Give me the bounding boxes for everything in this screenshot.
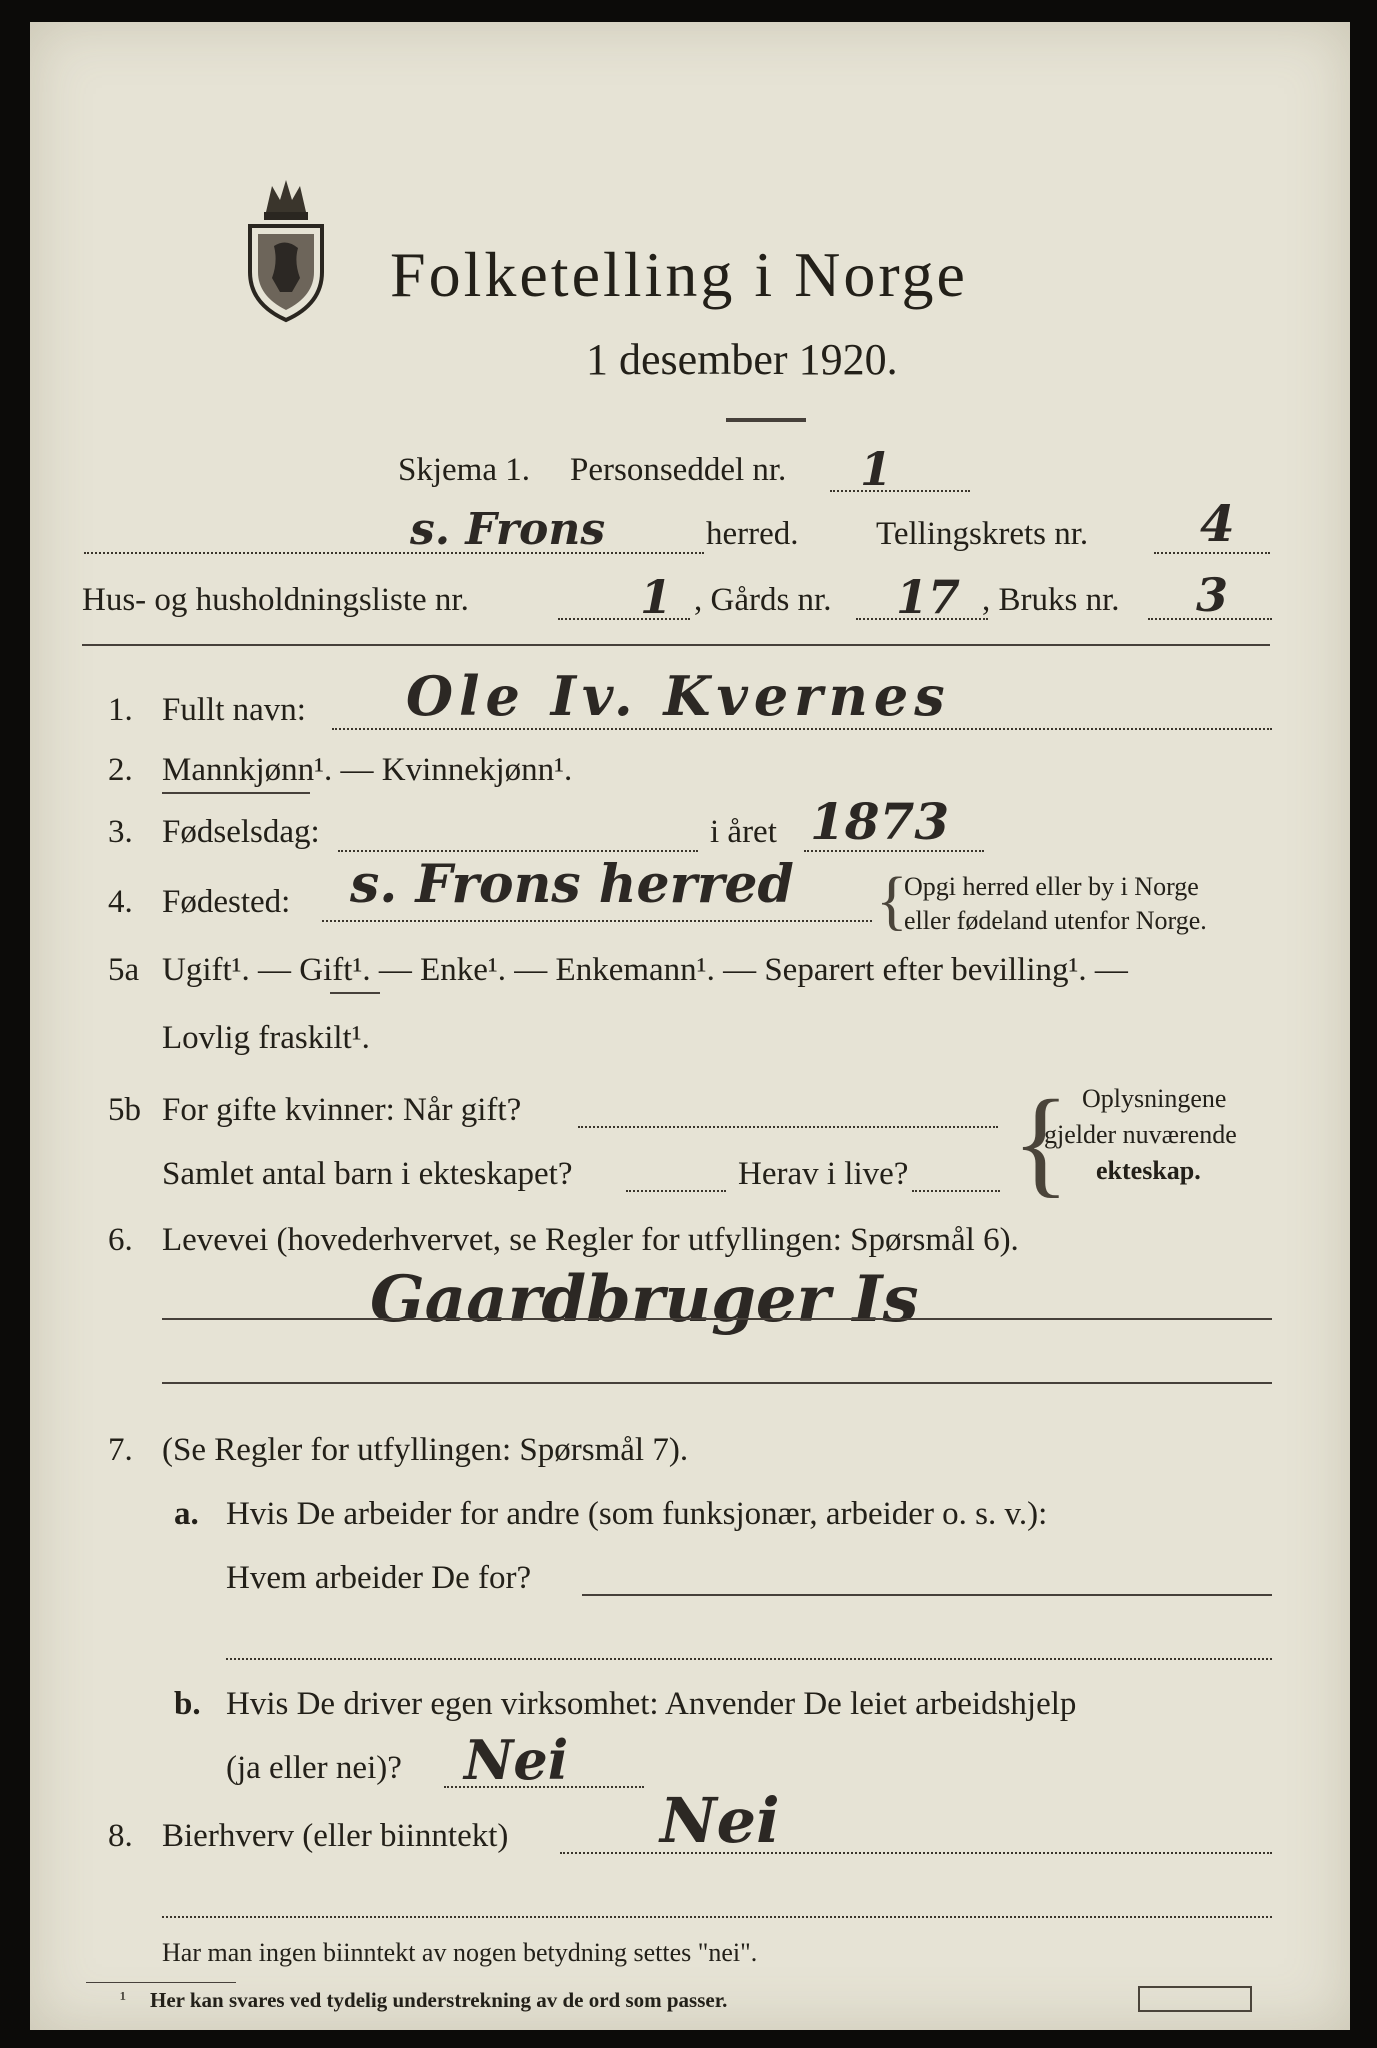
tellingskrets-value[interactable]: 4 [1200,494,1235,553]
q7b-label: Hvis De driver egen virksomhet: Anvender De leiet arbeidshjelp [226,1686,1077,1722]
q4-brace: { [876,864,908,937]
herred-label: herred. [706,516,799,552]
q5b-label: For gifte kvinner: Når gift? [162,1092,522,1128]
q6-value[interactable]: Gaardbruger Is [370,1262,919,1337]
q5b-label-2: Samlet antal barn i ekteskapet? [162,1156,573,1192]
personseddel-line [830,490,970,492]
q4-number: 4. [108,884,133,920]
q8-number: 8. [108,1818,133,1854]
coat-of-arms-icon [236,174,336,324]
q1-number: 1. [108,692,133,728]
q6-line-2 [162,1382,1272,1384]
section-divider [82,644,1270,646]
census-form [30,22,1350,2030]
q5b-brace: { [1012,1075,1070,1208]
q5b-note-1: Oplysningene [1082,1084,1227,1113]
q5b-children-line [626,1190,726,1192]
q5b-note-2: gjelder nuværende [1044,1120,1237,1149]
q4-note-1: Opgi herred eller by i Norge [904,872,1199,901]
q3-year-value[interactable]: 1873 [810,792,950,851]
q7b-letter: b. [174,1686,201,1722]
q6-number: 6. [108,1222,133,1258]
personseddel-label: Personseddel nr. [570,452,787,488]
q6-line-1 [162,1318,1272,1320]
q1-line [332,728,1272,730]
q2-number: 2. [108,752,133,788]
q2-underline-mark [162,792,310,794]
q5a-label: Ugift¹. — Gift¹. — Enke¹. — Enkemann¹. — Separert efter bevilling¹. — [162,952,1128,988]
q3-line [338,850,698,852]
q5b-label-3: Herav i live? [738,1156,909,1192]
tellingskrets-label: Tellingskrets nr. [876,516,1089,552]
q7a-line-2 [226,1658,1272,1660]
q4-line [322,920,872,922]
gards-label: , Gårds nr. [694,582,832,618]
q7b-value[interactable]: Nei [464,1728,569,1792]
bruks-label: , Bruks nr. [982,582,1120,618]
q7-label: (Se Regler for utfyllingen: Spørsmål 7). [162,1432,689,1468]
q5a-label-2: Lovlig fraskilt¹. [162,1020,370,1056]
q3-number: 3. [108,814,133,850]
q3-label: Fødselsdag: [162,814,320,850]
form-title: Folketelling i Norge [390,239,968,310]
gards-value[interactable]: 17 [896,570,961,624]
q8-label: Bierhverv (eller biinntekt) [162,1818,509,1854]
q7a-line-1 [582,1594,1272,1596]
q5a-underline-mark [330,992,380,994]
printer-stamp [1138,1986,1252,2012]
q7a-label-2: Hvem arbeider De for? [226,1560,532,1596]
q5b-alive-line [912,1190,1000,1192]
q3-year-label: i året [710,814,777,850]
q1-value[interactable]: Ole Iv. Kvernes [406,664,951,728]
herred-value[interactable]: s. Frons [410,504,606,555]
q2-label: Mannkjønn¹. — Kvinnekjønn¹. [162,752,573,788]
q6-label: Levevei (hovederhvervet, se Regler for utfyllingen: Spørsmål 6). [162,1222,1019,1258]
q5b-number: 5b [108,1092,141,1128]
q8-line-2 [162,1916,1272,1918]
q4-value[interactable]: s. Frons herred [350,854,794,915]
hus-value[interactable]: 1 [640,570,673,624]
q5b-when-line [578,1126,998,1128]
q5a-number: 5a [108,952,140,988]
q7b-label-2: (ja eller nei)? [226,1750,402,1786]
footnote-marker: ¹ [120,1988,126,2010]
herred-line [84,552,704,554]
footnote-divider [86,1982,236,1983]
q7a-label: Hvis De arbeider for andre (som funksjonær, arbeider o. s. v.): [226,1496,1048,1532]
q8-value[interactable]: Nei [660,1784,780,1857]
q5b-note-3: ekteskap. [1096,1156,1201,1185]
skjema-label: Skjema 1. [398,452,530,488]
census-date: 1 desember 1920. [586,335,898,384]
q1-label: Fullt navn: [162,692,306,728]
q8-note: Har man ingen biinntekt av nogen betydning settes "nei". [162,1938,758,1967]
q4-note-2: eller fødeland utenfor Norge. [904,906,1207,935]
q7a-letter: a. [174,1496,199,1532]
q7-number: 7. [108,1432,133,1468]
personseddel-value[interactable]: 1 [860,442,893,496]
q4-label: Fødested: [162,884,291,920]
hus-label: Hus- og husholdningsliste nr. [82,582,469,618]
footnote-text: Her kan svares ved tydelig understrekning av de ord som passer. [150,1988,728,2012]
divider [726,418,806,422]
bruks-value[interactable]: 3 [1196,568,1229,622]
